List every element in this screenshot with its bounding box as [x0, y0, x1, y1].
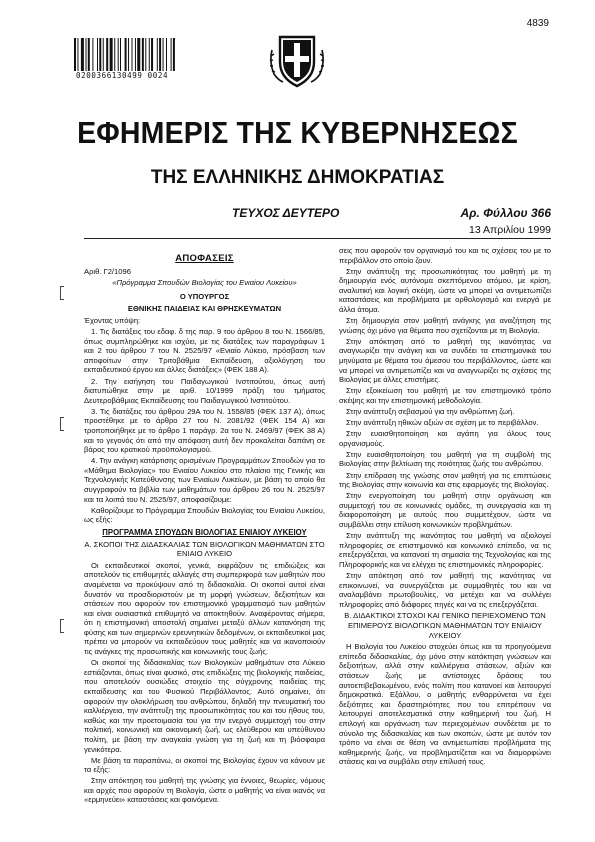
right-column [339, 246, 551, 768]
section-b-title: Β. ΔΙΔΑΚΤΙΚΟΙ ΣΤΟΧΟΙ ΚΑΙ ΓΕΝΙΚΟ ΠΕΡΙΕΧΟΜΕΝΟ ΤΩΝ ΕΠΙΜΕΡΟΥΣ ΒΙΟΛΟΓΙΚΩΝ ΜΑΘΗΜΑΤΩΝ ΤΟΥ ΕΝΙΑΙΟΥ ΛΥΚΕΙΟΥ [344, 611, 546, 640]
header-rule [84, 238, 551, 239]
barcode-number: 0200366130499 0024 [76, 71, 169, 80]
body-paragraph: Στην ανάπτυξη της ικανότητας του μαθητή να αξιολογεί πληροφορίες σε επιστημονικό και κοινωνικό επίπεδο, να τις επεξεργάζεται, να κατανοεί τη σημασία της Τεχνολογίας και της Πληροφορικής και να ελέγχει τις επιστημονικές πληροφορίες. [339, 531, 551, 569]
consideration-item: 2. Την εισήγηση του Παιδαγωγικού Ινστιτούτου, όπως αυτή διατυπώθηκε στην με αριθ. 10/1999 πράξη του τμήματος Δευτεροβάθμιας Εκπαίδευσης του Παιδαγωγικού Ινστιτούτου. [84, 376, 325, 405]
body-paragraph: Στην απόκτηση από τον μαθητή της ικανότητας να επικοινωνεί, να συνεργάζεται με συμμαθητές του και να αναλαμβάνει πρωτοβουλίες, να μετέχει και να συλλέγει πληροφορίες από διάφορες πηγές και να τις επεξεργάζεται. [339, 571, 551, 609]
body-paragraph: Στην απόκτηση από το μαθητή της ικανότητας να αναγνωρίζει την ανάγκη και να συνδέει τα επιστημονικά του μηνύματα με θέματα του άμεσου του περιβάλλοντος, ώστε και να μπορεί να αντιμετωπίζει και να αναγνωρίζει τις σχέσεις της Βιολογίας με άλλες επιστήμες. [339, 336, 551, 385]
body-paragraph: Στην ανάπτυξη ηθικών αξιών σε σχέση με το περιβάλλον. [346, 418, 539, 428]
ministry-title: ΕΘΝΙΚΗΣ ΠΑΙΔΕΙΑΣ ΚΑΙ ΘΡΗΣΚΕΥΜΑΤΩΝ [127, 304, 282, 314]
body-paragraph: Στην απόκτηση του μαθητή της γνώσης για έννοιες, θεωρίες, νόμους και αρχές που αφορούν τη Βιολογία, ώστε ο μαθητής να είναι ικανός να «ερμηνεύει» καταστάσεις και φαινόμενα. [84, 776, 325, 805]
consideration-item: 1. Τις διατάξεις του εδαφ. δ της παρ. 9 του άρθρου 8 του Ν. 1566/85, όπως συμπληρώθηκε και ισχύει, με τις διατάξεις των παραγράφων 1 και 2 του άρθρου 7 του Ν. 2525/97 «Ενιαίο Λύκειο, πρόσβαση των αποφοίτων στην Τριτοβάθμια Εκπαίδευση, αξιολόγηση του εκπαιδευτικού έργου και άλλες διατάξεις» (ΦΕΚ 188 Α). [84, 327, 325, 375]
barcode [74, 38, 214, 71]
section-a-title: Α. ΣΚΟΠΟΙ ΤΗΣ ΔΙΔΑΣΚΑΛΙΑΣ ΤΩΝ ΒΙΟΛΟΓΙΚΩΝ ΜΑΘΗΜΑΤΩΝ ΣΤΟ ΕΝΙΑΙΟ ΛΥΚΕΙΟ [84, 539, 325, 559]
margin-mark [60, 619, 64, 633]
body-paragraph: Στη δημιουργία στον μαθητή ανάγκης για αναζήτηση της γνώσης όχι μόνο για θέματα που σχετίζονται με τη Βιολογία. [339, 316, 551, 335]
authority-title: Ο ΥΠΟΥΡΓΟΣ [179, 291, 230, 301]
body-paragraph: Οι σκοποί της διδασκαλίας των Βιολογικών μαθημάτων στο Λύκειο εστιάζονται, όπως είναι φυσικό, στις επιδιώξεις της βιολογικής παιδείας, που αποτελούν ουσιώδες στοιχείο της σύγχρονης παιδείας της εκπαίδευσης και του Φυσικού Περιβάλλοντος. Αυτό σημαίνει, ότι αφορούν την ολοκλήρωση του ανθρώπου, δηλαδή την πνευματική του καλλιέργεια, την ανάπτυξη της προσωπικότητας του και του ήθους του, καθώς και την προετοιμασία του για την ενεργό συμμετοχή του στην πολιτική, κοινωνική και οικονομική ζωή, ως ελεύθερου και υπεύθυνου πολίτη, με βάση την αναγκαία γνώση για τη ζωή και τη βιόσφαιρα γενικότερα. [84, 658, 325, 754]
body-paragraph: Με βάση τα παραπάνω, οι σκοποί της Βιολογίας έχουν να κάνουν με τα εξής: [84, 755, 325, 775]
consideration-item: 3. Τις διατάξεις του άρθρου 29Α του Ν. 1558/85 (ΦΕΚ 137 Α), όπως προστέθηκε με το άρθρο 27 του Ν. 2081/92 (ΦΕΚ 154 Α) και τροποποιήθηκε με το άρθρο 1 παράγρ. 2α του Ν. 2469/97 (ΦΕΚ 38 Α) και το γεγονός ότι από την απόφαση αυτή δεν προκαλείται δαπάνη σε βάρος του κρατικού προϋπολογισμού. [84, 406, 325, 455]
left-column [84, 246, 325, 807]
section-heading: ΑΠΟΦΑΣΕΙΣ [175, 253, 234, 264]
margin-mark [60, 417, 64, 431]
body-paragraph: Στην ευαισθητοποίηση και αγάπη για όλους τους οργανισμούς. [339, 429, 551, 448]
body-paragraph: Στην ανάπτυξη της προσωπικότητας του μαθητή με τη δημιουργία ενός αυτόνομα σκεπτόμενου ατόμου, με κρίση, αναλυτική και λογική σκέψη, ώστε να μπορεί να αντιμετωπίζει καταστάσεις και προβλήματα με ορθολογισμό και ενεργά με άλλα άτομα. [339, 266, 551, 315]
page-number: 4839 [526, 18, 549, 29]
body-paragraph: Η Βιολογία του Λυκείου στοχεύει όπως και τα προηγούμενα επίπεδα διδασκαλίας, όχι μόνο στην κατάκτηση γνώσεων και δεξιοτήτων, αλλά στην καλλιέργεια στάσεων, αξιών και στάσεων ζωής με αντίστοιχες δράσεις του αυτοεπιβεβαιωμένου, ενός πολίτη που κατανοεί και λειτουργεί δημοκρατικά. Εξάλλου, ο μαθητής ενθαρρύνεται να έχει δεξιότητες και δραστηριότητες που του επιτρέπουν να λειτουργεί αποτελεσματικά στην καθημερινή του ζωή. Η επιλογή και οργάνωση των περιεχομένων συνδέεται με το σύνολο της διδασκαλίας και των σκοπών, ώστε με αυτόν τον τρόπο να είναι σε θέση να αντιμετωπίσει προβλήματα της καθημερινής ζωής, να προβληματίζεται και να διαμορφώνει στάσεις και να συμβάλει στην επίλυσή τους. [339, 642, 551, 767]
issue-series: ΤΕΥΧΟΣ ΔΕΥΤΕΡΟ [232, 206, 340, 220]
body-paragraph: Στην επίδραση της γνώσης στον μαθητή για τις επιπτώσεις της Βιολογίας στην κοινωνία και στις εφαρμογές της Βιολογίας. [339, 470, 551, 490]
decision-text: Καθορίζουμε το Πρόγραμμα Σπουδών Βιολογίας του Ενιαίου Λυκείου, ως εξής: [84, 505, 325, 525]
issue-date: 13 Απριλίου 1999 [468, 224, 551, 236]
gazette-subtitle: ΤΗΣ ΕΛΛΗΝΙΚΗΣ ΔΗΜΟΚΡΑΤΙΑΣ [150, 167, 445, 188]
body-paragraph: Οι εκπαιδευτικοί σκοποί, γενικά, εκφράζουν τις επιδιώξεις και αποτελούν τις επιθυμητές αλλαγές στη συμπεριφορά των μαθητών που αναμένεται να προκύψουν από τη διδασκαλία. Οι σκοποί αυτοί είναι δυνατόν να προσδιοριστούν με τη μορφή γνώσεων, δεξιοτήτων και στάσεων που αφορούν τον επιστημονικό γραμματισμό των μαθητών και είναι ουσιαστικά επιθυμητό να αποκτηθούν. Αναφέροντας σήμερα, ότι η επιστημονική αποστολή σημαίνει μεταξύ άλλων κατανόηση της φύσης και των σημερινών ερευνητικών δεδομένων, οι εκπαιδευτικοί μας πρέπει να μπορούν να εκπαιδεύουν τους μαθητές και να ικανοποιούν τις ανάγκες της προσωπικής και κοινωνικής τους ζωής. [84, 560, 325, 657]
body-paragraph: Στην ανάπτυξη σεβασμού για την ανθρώπινη ζωή. [346, 407, 515, 416]
coat-of-arms-icon [268, 32, 326, 90]
decision-subject: «Πρόγραμμα Σπουδών Βιολογίας του Ενιαίου Λυκείου» [112, 278, 297, 288]
body-paragraph: Στην ενεργοποίηση του μαθητή στην οργάνωση και συμμετοχή του σε κοινωνικές ομάδες, τη συνεργασία και τη διαφοροποίηση με αυτούς που συμμετέχουν, ώστε να συμβάλλει στην επίλυση κοινωνικών προβλημάτων. [339, 491, 551, 530]
body-paragraph: Στην ευαισθητοποίηση του μαθητή για τη συμβολή της Βιολογίας στην βελτίωση της ποιότητας ζωής του ανθρώπου. [339, 449, 551, 469]
issue-number: Αρ. Φύλλου 366 [460, 206, 551, 220]
gazette-title: ΕΦΗΜΕΡΙΣ ΤΗΣ ΚΥΒΕΡΝΗΣΕΩΣ [77, 115, 518, 150]
consideration-item: 4. Την ανάγκη κατάρτισης ορισμένων Προγραμμάτων Σπουδών για το «Μάθημα Βιολογίας» του Ενιαίου Λυκείου στο πλαίσιο της Γενικής και Τεχνολογικής Κατεύθυνσης των Ενιαίων Λυκείων, με βάση το οποίο θα συγγραφούν τα βιβλία των μαθημάτων του άρθρου 26 του Ν. 2525/97 και τα λοιπά του Ν. 2525/97, αποφασίζουμε: [84, 456, 325, 504]
program-title: ΠΡΟΓΡΑΜΜΑ ΣΠΟΥΔΩΝ ΒΙΟΛΟΓΙΑΣ ΕΝΙΑΙΟΥ ΛΥΚΕΙΟΥ [102, 527, 307, 537]
considering-label: Έχοντας υπόψη: [84, 315, 141, 325]
body-paragraph: σεις που αφορούν τον οργανισμό του και τις σχέσεις του με το περιβάλλον στο οποίο ζουν. [339, 246, 551, 265]
document-reference: Αριθ. Γ2/1096 [84, 266, 131, 276]
margin-mark [60, 286, 64, 300]
body-paragraph: Στην εξοικείωση του μαθητή με τον επιστημονικό τρόπο σκέψης και την επιστημονική μεθοδολογία. [339, 386, 551, 405]
